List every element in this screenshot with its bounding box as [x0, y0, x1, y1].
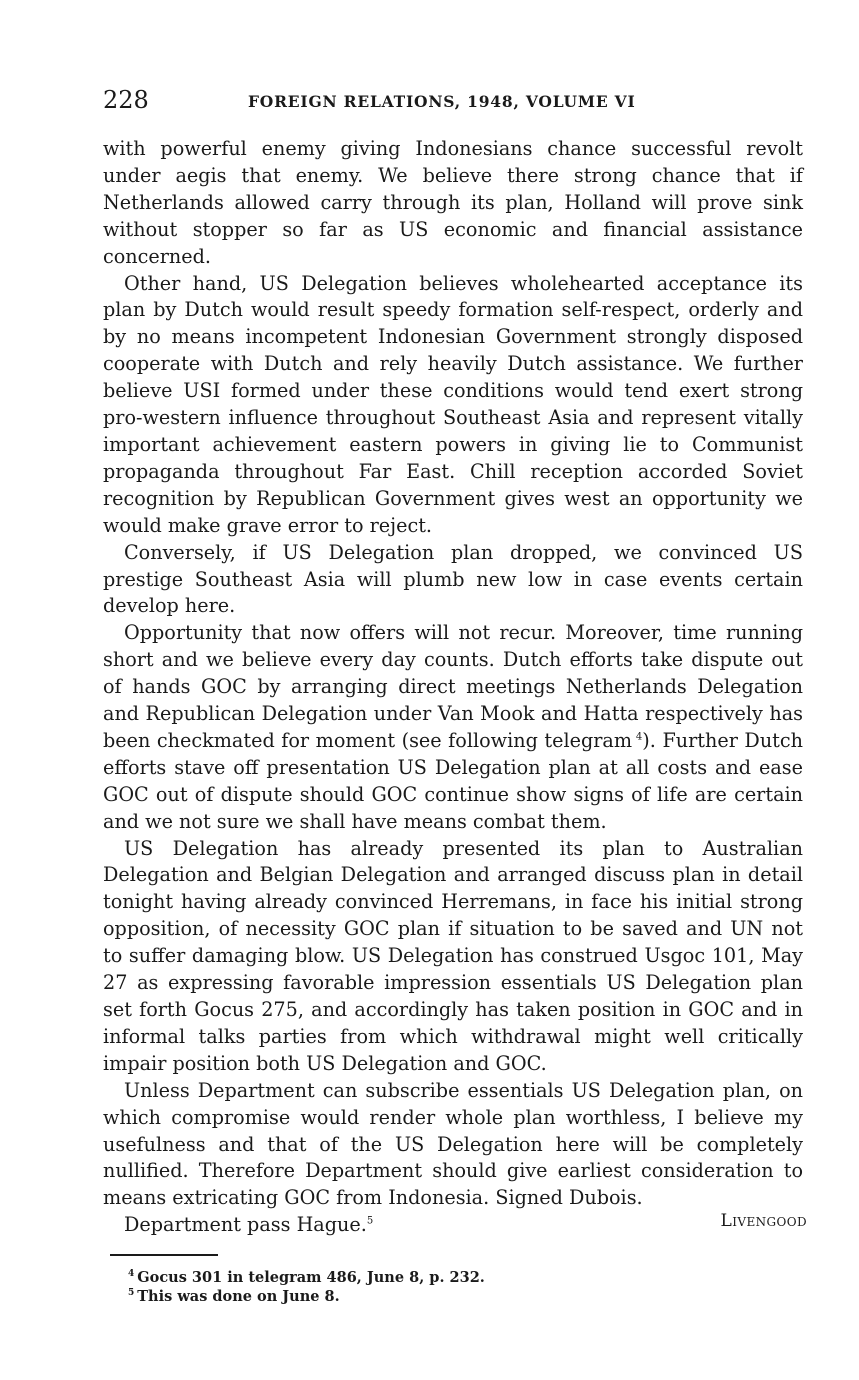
page-number: 228	[103, 86, 149, 114]
footnote-text: This was done on June 8.	[137, 1288, 340, 1305]
paragraph: Unless Department can subscribe essentials US Delegation plan, on which compromise would render whole plan worthless, I believe my usefulness and that of the US Delegation here will be completely nullified. Therefore Department should give earliest consideration to means extricating GOC from Indonesia. Signed Dubois.	[103, 1078, 803, 1210]
footnote-divider	[110, 1254, 218, 1256]
footnote-text: Gocus 301 in telegram 486, June 8, p. 232.	[137, 1269, 485, 1286]
paragraph-continuation: with powerful enemy giving Indonesians chance successful revolt under aegis that enemy. We believe there strong chance that if Netherlands allowed carry through its plan, Holland will prove sink without stopper so far as US economic and financial assistance concerned.	[103, 137, 803, 268]
signature: Livengood	[720, 1211, 807, 1231]
paragraph: Other hand, US Delegation believes wholehearted acceptance its plan by Dutch would result speedy formation self-respect, orderly and by no means incompetent Indonesian Government strongly disposed cooperate with Dutch and rely heavily Dutch assistance. We further believe USI formed under these conditions would tend exert strong pro-western influence throughout Southeast Asia and represent vitally important achievement eastern powers in giving lie to Communist propaganda throughout Far East. Chill reception accorded Soviet recognition by Republican Government gives west an opportunity we would make grave error to reject.	[103, 271, 803, 537]
paragraph: Conversely, if US Delegation plan dropped, we convinced US prestige Southeast Asia will plumb new low in case events certain develop here.	[103, 540, 803, 618]
footnote-reference: 4	[635, 731, 643, 743]
footnote	[128, 1268, 548, 1287]
paragraph-text: Opportunity that now offers will not recur. Moreover, time running short and we believe every day counts. Dutch efforts take dispute out of hands GOC by arranging direct meetings Netherlands Delegation and Republican Delegation under Van Mook and Hatta respectively has been checkmated for moment (see following telegram	[103, 621, 803, 752]
footnote-reference: 5	[366, 1215, 374, 1227]
footnote-mark: 5	[128, 1288, 135, 1299]
paragraph: US Delegation has already presented its plan to Australian Delegation and Belgian Delegation and arranged discuss plan in detail tonight having already convinced Herremans, in face his initial strong opposition, of necessity GOC plan if situation to be saved and UN not to suffer damaging blow. US Delegation has construed Usgoc 101, May 27 as expressing favorable impression essentials US Delegation plan set forth Gocus 275, and accordingly has taken position in GOC and in informal talks parties from which withdrawal might well critically impair position both US Delegation and GOC.	[103, 836, 803, 1075]
running-head: FOREIGN RELATIONS, 1948, VOLUME VI	[248, 92, 636, 111]
paragraph-text: ). Further Dutch efforts stave off presentation US Delegation plan at all costs and ease GOC out of dispute should GOC continue show signs of life are certain and we not sure we shall have means combat them.	[103, 728, 803, 833]
paragraph-text: Department pass Hague.	[124, 1213, 367, 1237]
paragraph	[103, 620, 803, 835]
footnote	[128, 1287, 548, 1306]
paragraph	[103, 1212, 803, 1239]
page-header	[103, 86, 803, 118]
footnote-mark: 4	[128, 1269, 135, 1280]
footnotes	[128, 1268, 548, 1306]
body-text	[103, 136, 803, 1239]
